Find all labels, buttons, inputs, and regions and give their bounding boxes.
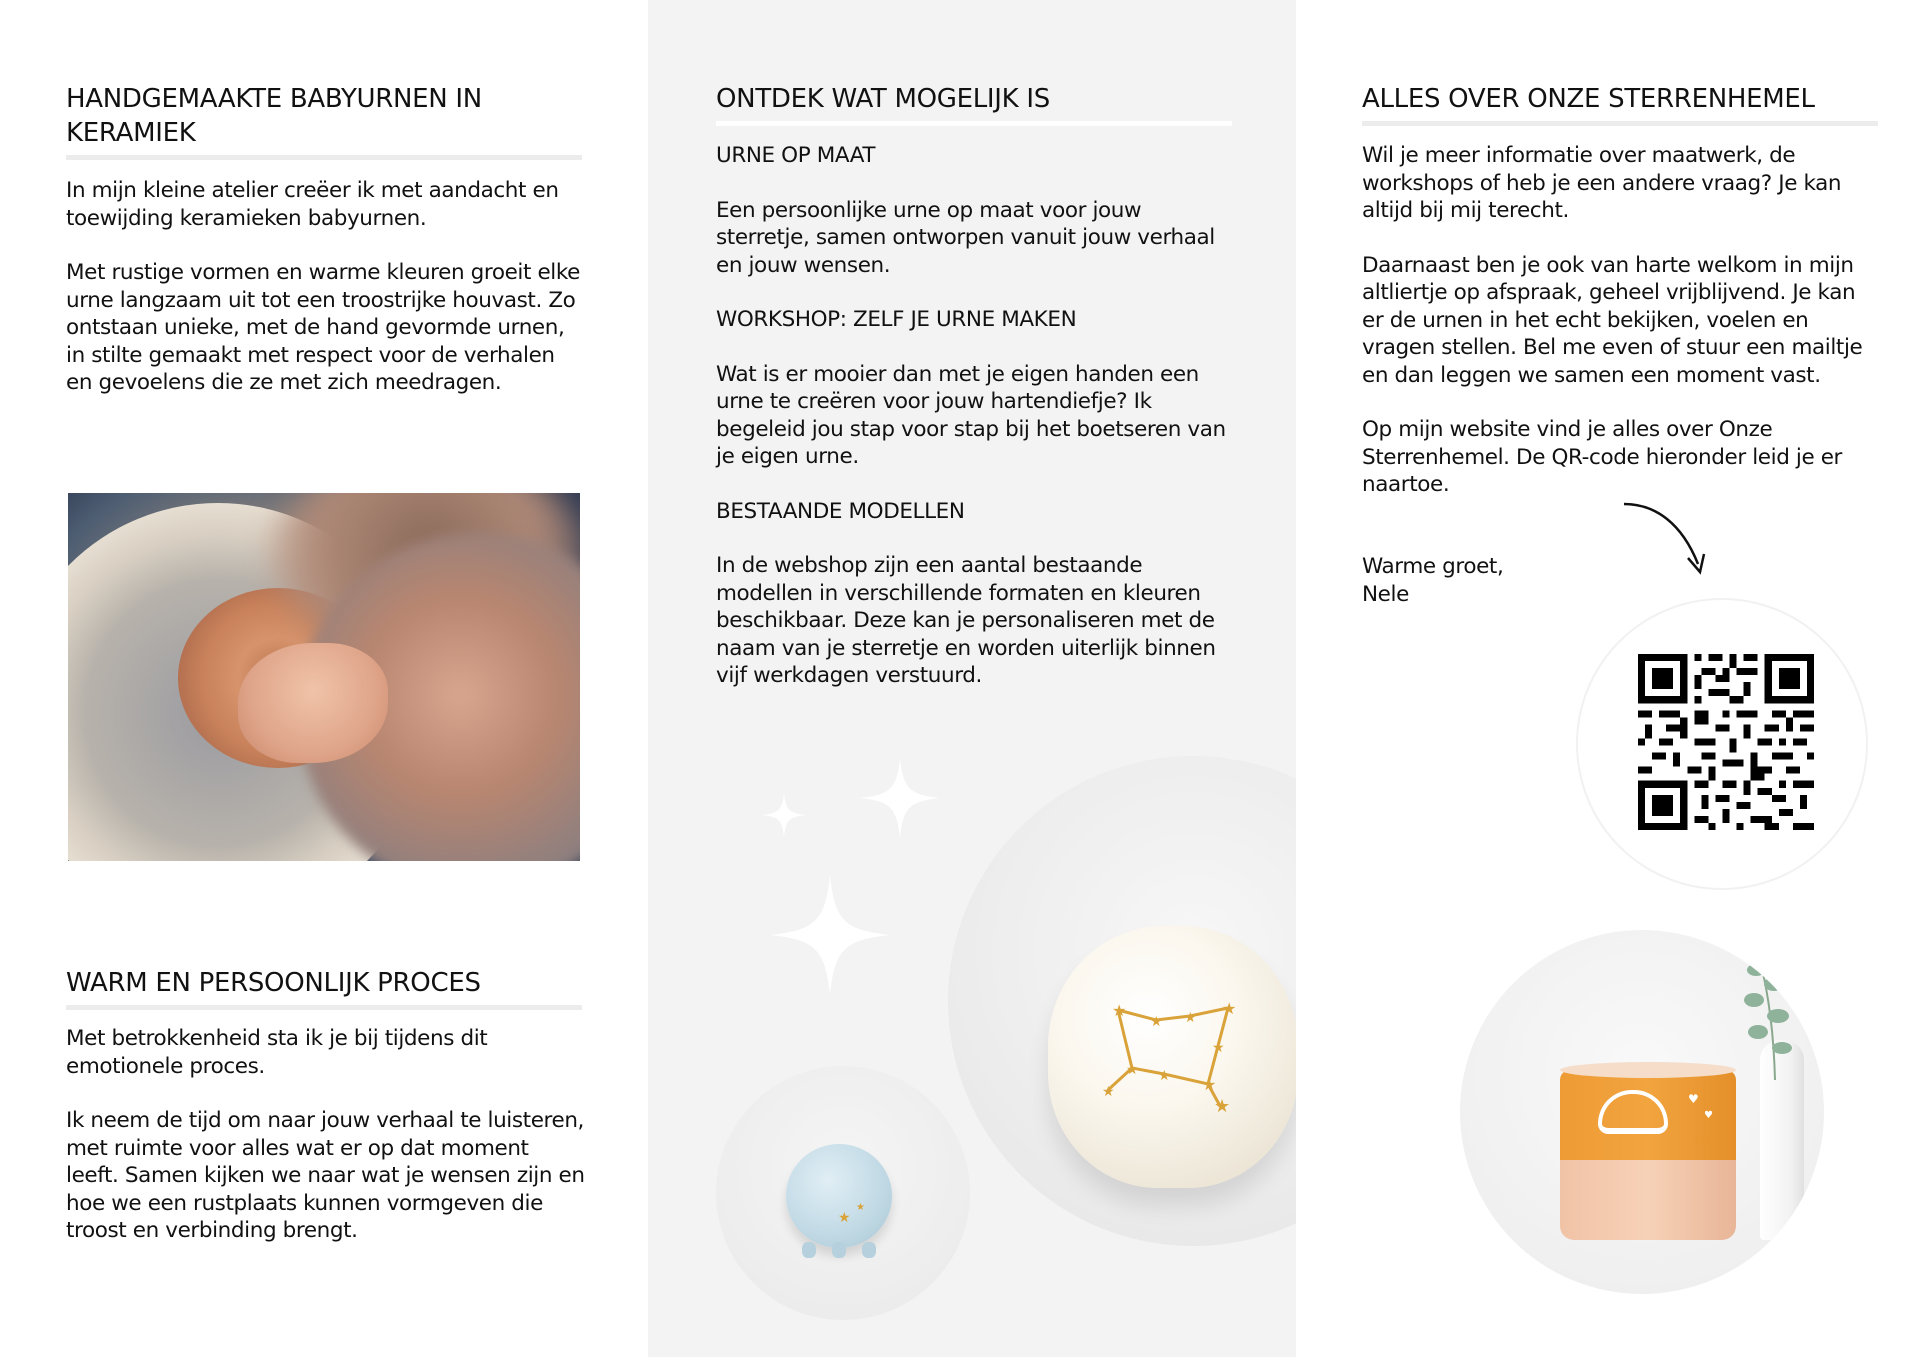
section-text-existing-models: In de webshop zijn een aantal bestaande modellen in verschillende formaten en kleuren beschikbaar. Deze kan je personaliseren met de naam van je sterretje en worden uiterlijk binnen vijf werkdagen verstuurd. [716,553,1216,688]
svg-text:★: ★ [1126,1062,1139,1078]
section-title-existing-models: BESTAANDE MODELLEN [716,498,965,524]
pottery-wheel-photo [68,493,580,861]
sparkle-star-icon [770,870,890,1000]
section-text-custom-urn: Een persoonlijke urne op maat voor jouw sterretje, samen ontworpen vanuit jouw verhaal en jouw wensen. [716,197,1215,278]
contact-text [1362,142,1872,526]
urn-foot [802,1242,816,1258]
potter-hand [238,643,388,763]
offer-text [716,142,1236,717]
svg-text:★: ★ [1212,1040,1225,1056]
sparkle-star-icon [860,758,940,838]
white-urn [1048,926,1298,1188]
blue-urn-photo [716,1066,970,1320]
paragraph-website: Op mijn website vind je alles over Onze Sterrenhemel. De QR-code hieronder leid je er naartoe. [1362,417,1842,497]
intro-text [66,177,586,424]
paragraph-shapes: Met rustige vormen en warme kleuren groeit elke urne langzaam uit tot een troostrijke houvast. Zo ontstaan unieke, met de hand gevormde urnen, in stilte gemaakt met respect voor de verhalen en gevoelens die ze met zich meedragen. [66,260,580,395]
process-text [66,1025,586,1272]
svg-text:★: ★ [1202,1075,1217,1094]
svg-text:★: ★ [1158,1068,1171,1084]
paragraph-involvement: Met betrokkenheid sta ik je bij tijdens dit emotionele proces. [66,1026,488,1079]
paragraph-listening: Ik neem de tijd om naar jouw verhaal te luisteren, met ruimte voor alles wat er op dat moment leeft. Samen kijken we naar wat je wensen zijn en hoe we een rustplaats kunnen vormgeven die troost en verbinding brengt. [66,1108,585,1243]
urn-rim [1560,1062,1736,1078]
heading-discover: ONTDEK WAT MOGELIJK IS [716,82,1232,126]
heading-about: ALLES OVER ONZE STERRENHEMEL [1362,82,1878,126]
sparkle-star-icon [762,793,806,837]
heading-process: WARM EN PERSOONLIJK PROCES [66,966,582,1010]
urn-unglazed-base [1560,1160,1736,1240]
section-title-workshop: WORKSHOP: ZELF JE URNE MAKEN [716,307,1077,332]
svg-text:★: ★ [1112,1001,1127,1020]
section-text-workshop: Wat is er mooier dan met je eigen handen een urne te creëren voor jouw hartendiefje? Ik begeleid jou stap voor stap bij het boetseren van je eigen urne. [716,361,1226,469]
orange-urn [1560,1070,1736,1240]
paragraph-intro: In mijn kleine atelier creëer ik met aandacht en toewijding keramieken babyurnen. [66,178,559,231]
closing [1362,553,1662,608]
closing-greeting: Warme groet, [1362,554,1504,579]
curved-arrow-icon [1620,498,1712,580]
orange-urn-photo [1460,930,1824,1294]
paragraph-more-info: Wil je meer informatie over maatwerk, de workshops of heb je een andere vraag? Je kan altijd bij mij terecht. [1362,143,1842,223]
section-title-custom-urn: URNE OP MAAT [716,143,876,168]
qr-code-circle [1576,598,1868,890]
svg-text:★: ★ [1214,1096,1231,1117]
constellation-decoration [1078,976,1278,1126]
gold-star-icon: ★ [838,1210,851,1226]
left-panel [0,0,648,1357]
gold-star-icon: ★ [856,1202,865,1213]
blue-urn [786,1144,892,1248]
svg-text:★: ★ [1150,1014,1163,1030]
paragraph-visit: Daarnaast ben je ook van harte welkom in mijn altliertje op afspraak, geheel vrijblijvend. Je kan er de urnen in het echt bekijken, voelen en vragen stellen. Bel me even of stuur een mailtje en dan leggen we samen een moment vast. [1362,252,1863,388]
heart-icon: ♥ [1704,1110,1713,1121]
urn-foot [832,1242,846,1258]
heading-handmade-urns: HANDGEMAAKTE BABYURNEN IN KERAMIEK [66,82,582,160]
heart-icon: ♥ [1688,1092,1699,1106]
svg-text:★: ★ [1222,999,1237,1018]
eucalyptus-branch [1730,950,1820,1080]
qr-code[interactable] [1638,654,1814,830]
svg-text:★: ★ [1102,1084,1115,1100]
svg-text:★: ★ [1184,1010,1197,1026]
closing-name: Nele [1362,581,1409,607]
urn-foot [862,1242,876,1258]
